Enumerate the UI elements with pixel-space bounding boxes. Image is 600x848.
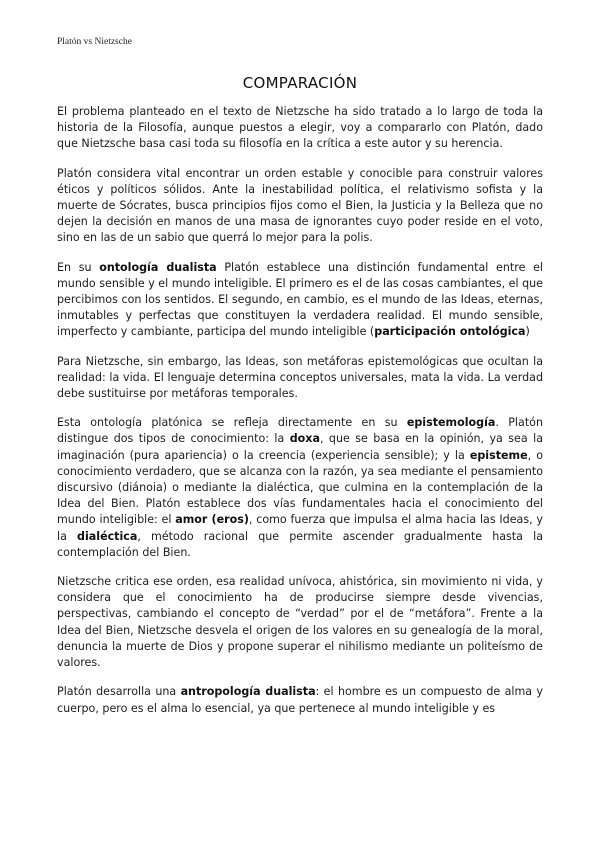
bold-term: participación ontológica bbox=[374, 325, 526, 339]
paragraph-5 bbox=[57, 415, 543, 561]
paragraph-3 bbox=[57, 260, 543, 341]
text-run: , o conocimiento verdadero, que se alcanza con la razón, ya sea mediante el pensamiento discursivo (diánoia) o mediante la dialéctica, que culmina en la contemplación de la Idea del Bien. Platón establece dos vías fundamentales hacia el conocimiento del mundo inteligible: el bbox=[57, 448, 543, 527]
text-run: Platón desarrolla una bbox=[57, 685, 181, 699]
section-title: COMPARACIÓN bbox=[242, 74, 358, 92]
document-body bbox=[57, 104, 543, 730]
bold-term: epistemología bbox=[406, 416, 496, 430]
bold-term: dialéctica bbox=[77, 529, 138, 543]
running-header: Platón vs Nietzsche bbox=[57, 37, 132, 47]
text-run: : el hombre es un compuesto de alma y cuerpo, pero es el alma lo esencial, ya que pertenece al mundo inteligible y es bbox=[57, 685, 543, 715]
bold-term: doxa bbox=[289, 432, 320, 446]
text-run: En su bbox=[57, 260, 100, 274]
paragraph-6 bbox=[57, 574, 543, 671]
text-run: Para Nietzsche, sin embargo, las Ideas, son metáforas epistemológicas que ocultan la realidad: la vida. El lenguaje determina conceptos universales, mata la vida. La verdad debe sustituirse por metáforas temporales. bbox=[57, 354, 543, 401]
text-run: Esta ontología platónica se refleja directamente en su bbox=[57, 416, 407, 430]
text-run: , que se basa en la opinión, ya sea la imaginación (pura apariencia) o la creencia (experiencia sensible); y la bbox=[57, 432, 543, 462]
paragraph-4 bbox=[57, 354, 543, 403]
bold-term: episteme bbox=[469, 448, 528, 462]
paragraph-1 bbox=[57, 104, 543, 153]
text-run: Platón establece una distinción fundamental entre el mundo sensible y el mundo inteligible. El primero es el de las cosas cambiantes, el que percibimos con los sentidos. El segundo, en cambio, es el mundo de las Ideas, eternas, inmutables y perfectas que constituyen la verdadera realidad. El mundo sensible, imperfecto y cambiante, participa del mundo inteligible ( bbox=[57, 260, 544, 339]
text-run: Platón considera vital encontrar un orden estable y conocible para construir valores éticos y políticos sólidos. Ante la inestabilidad política, el relativismo sofista y la muerte de Sócrates, busca principios fijos como el Bien, la Justicia y la Belleza que no dejen la decisión en manos de una masa de ignorantes cuyo poder reside en el voto, sino en las de un sabio que querrá lo mejor para la polis. bbox=[57, 166, 543, 245]
paragraph-7 bbox=[57, 684, 543, 716]
text-run: , como fuerza que impulsa el alma hacia las Ideas, y la bbox=[57, 513, 544, 543]
text-run: ) bbox=[525, 325, 530, 339]
bold-term: ontología dualista bbox=[99, 260, 217, 274]
text-run: , método racional que permite ascender gradualmente hasta la contemplación del Bien. bbox=[57, 529, 543, 559]
bold-term: antropología dualista bbox=[180, 685, 316, 699]
paragraph-2 bbox=[57, 166, 543, 247]
bold-term: amor (eros) bbox=[175, 513, 249, 527]
text-run: . Platón distingue dos tipos de conocimiento: la bbox=[57, 416, 543, 446]
text-run: El problema planteado en el texto de Nietzsche ha sido tratado a lo largo de toda la historia de la Filosofía, aunque puestos a elegir, voy a compararlo con Platón, dado que Nietzsche basa casi toda su filosofía en la crítica a este autor y su herencia. bbox=[57, 105, 543, 151]
text-run: Nietzsche critica ese orden, esa realidad unívoca, ahistórica, sin movimiento ni vida, y considera que el conocimiento ha de producirse siempre desde vivencias, perspectivas, cambiando el concepto de “verdad” por el de “metáfora”. Frente a la Idea del Bien, Nietzsche desvela el origen de los valores en su genealogía de la moral, denuncia la muerte de Dios y propone superar el nihilismo mediante un politeísmo de valores. bbox=[57, 575, 543, 670]
